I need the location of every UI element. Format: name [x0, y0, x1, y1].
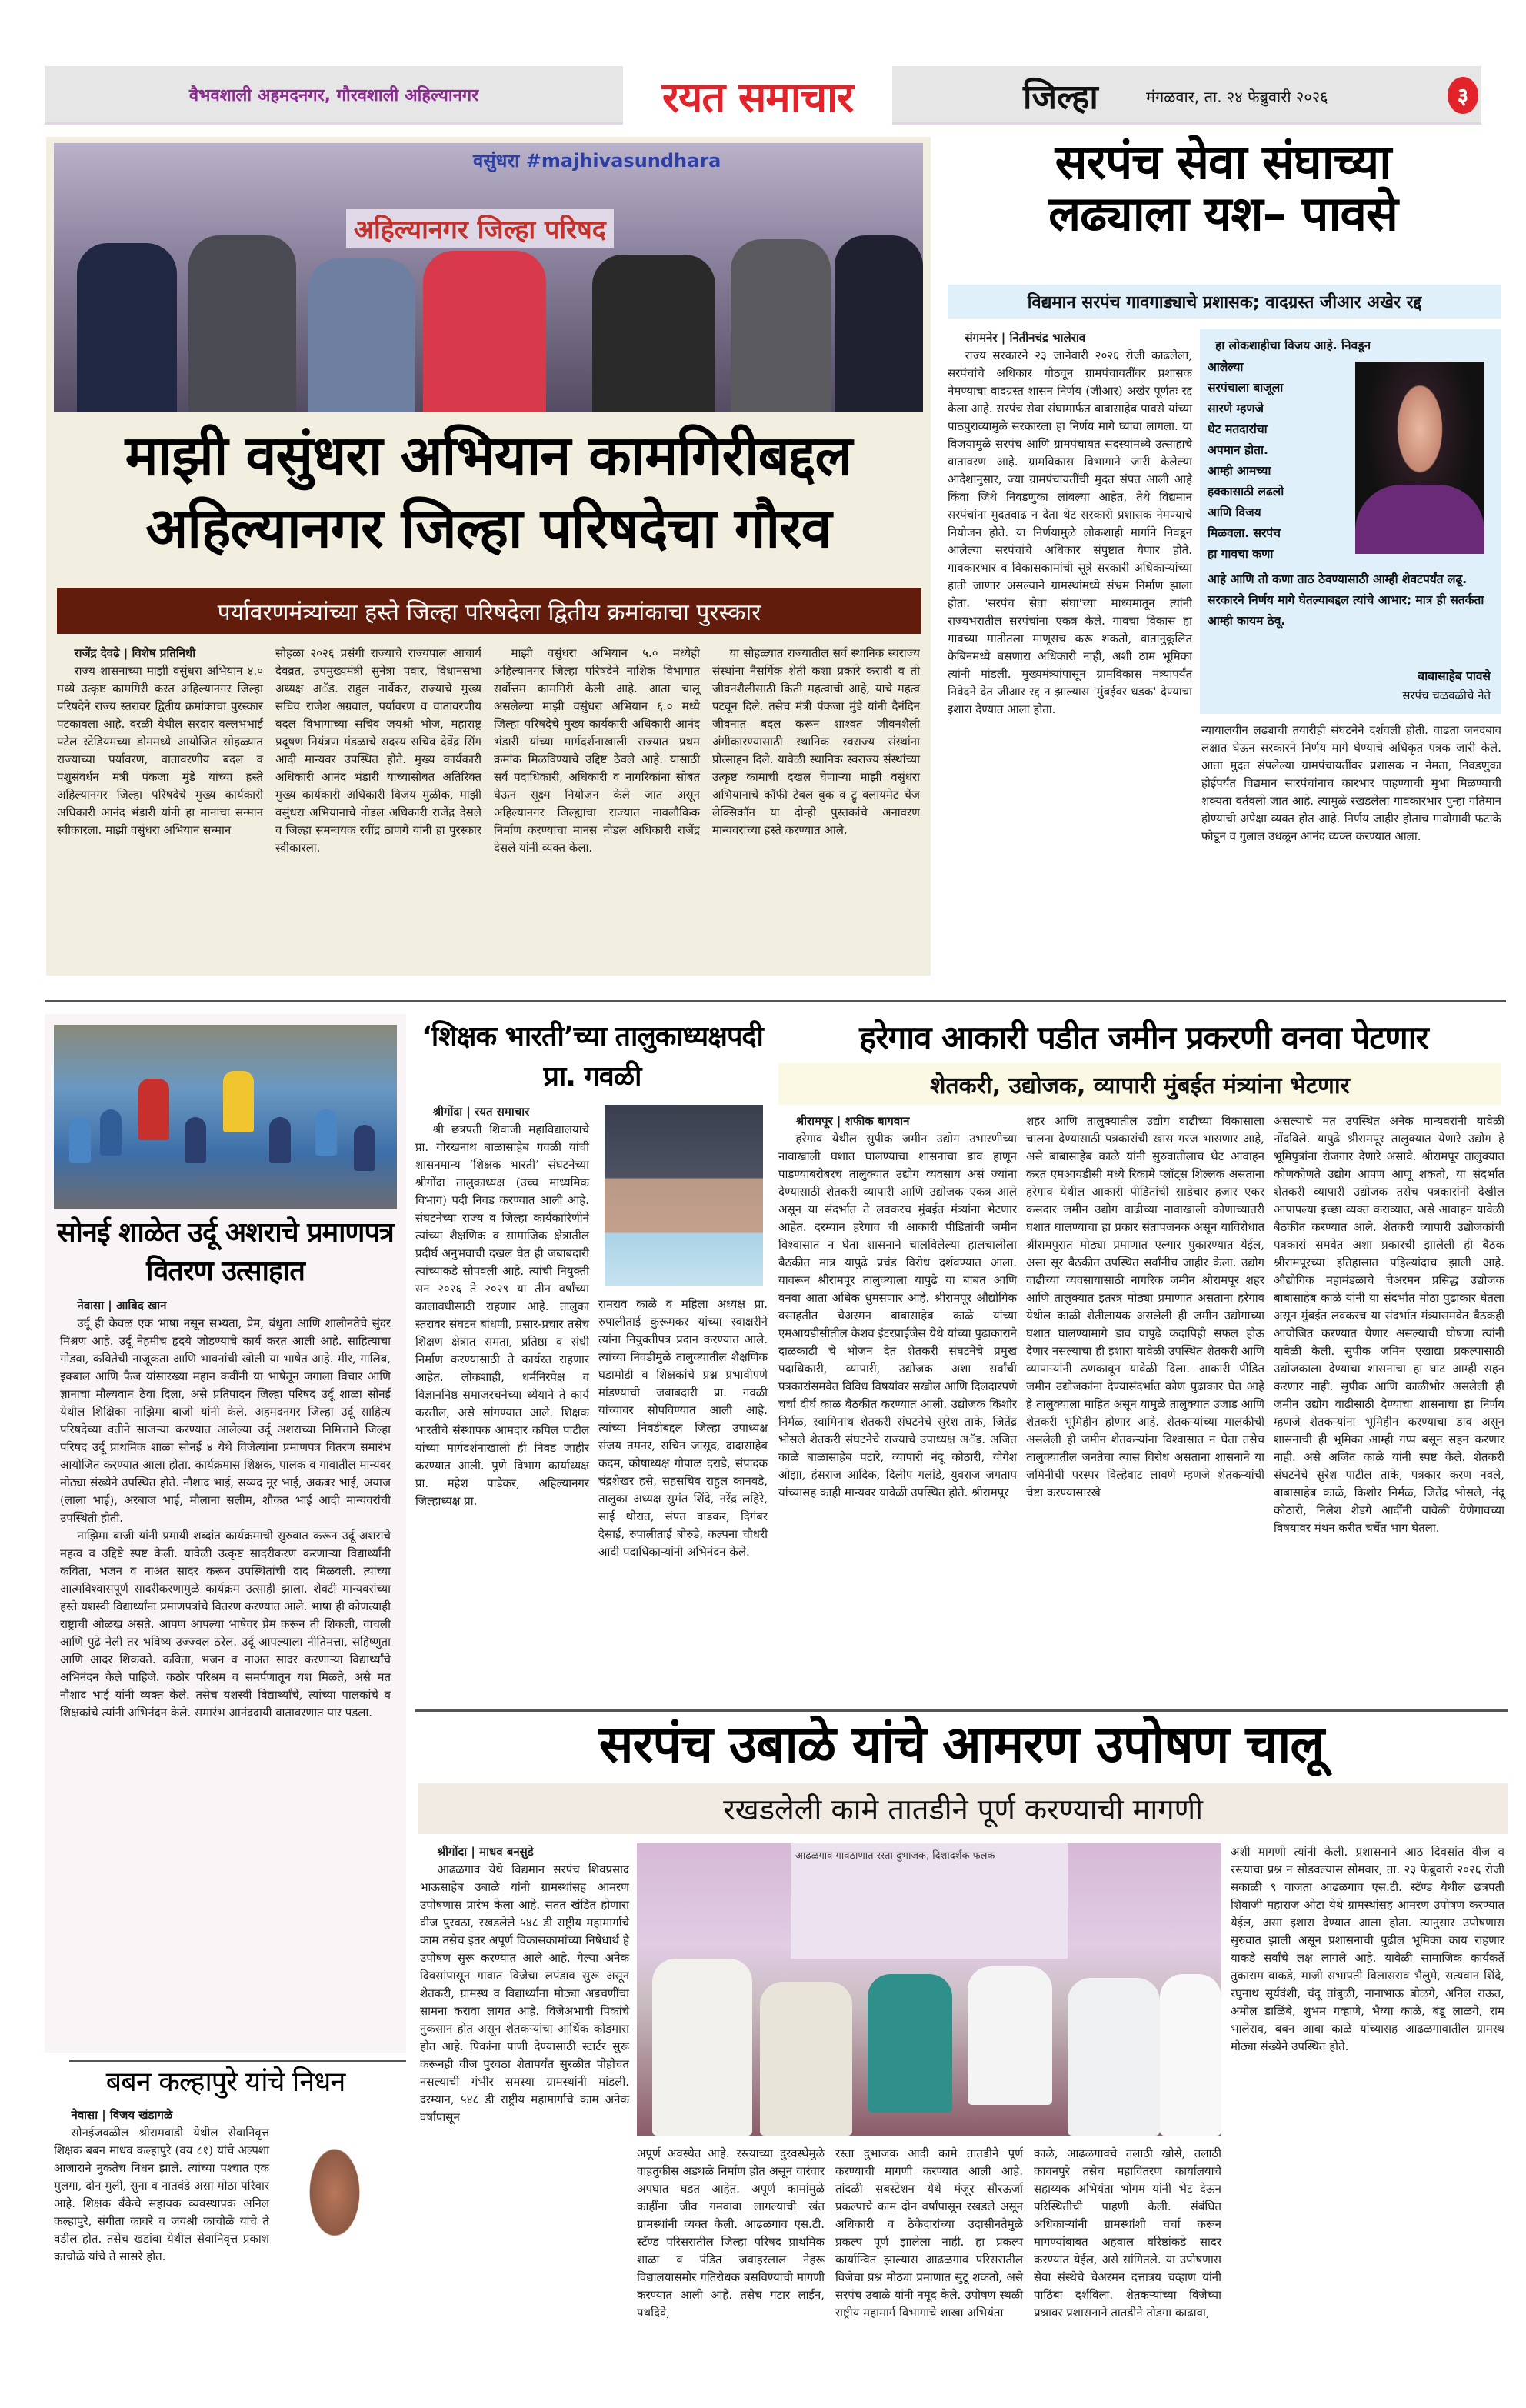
sarpanch-headline — [938, 134, 1508, 242]
award-column-2 — [275, 645, 481, 857]
award-headline-line1: माझी वसुंधरा अभियान कामगिरीबद्दल — [125, 423, 852, 488]
award-deck: पर्यावरणमंत्र्यांच्या हस्ते जिल्हा परिषदेला द्वितीय क्रमांकाचा पुरस्कार — [57, 588, 921, 634]
hunger-column-1 — [420, 1843, 629, 2126]
haregaon-headline: हरेगाव आकारी पडीत जमीन प्रकरणी वनवा पेटणार — [859, 1019, 1428, 1056]
award-column-1 — [57, 645, 263, 839]
haregaon-column-3 — [1274, 1112, 1504, 1537]
photo-person — [731, 239, 831, 412]
sarpanch-column-right — [1201, 722, 1501, 845]
teacher-body-text: रामराव काळे व महिला अध्यक्ष प्रा. रुपालीताई कुरूमकर यांच्या स्वाक्षरीने त्यांना नियुक्तीपत्र प्रदान करण्यात आले. त्यांच्या निवडीमुळे तालुक्यातील शैक्षणिक घडामोडी व शिक्षकांचे प्रश्न प्रभावीपणे मांडण्याची जबाबदारी प्रा. गवळी यांच्यावर सोपविण्यात आली आहे. त्यांच्या निवडीबद्दल जिल्हा उपाध्यक्ष संजय तमनर, सचिन जासूद, दादासाहेब कदम, कोषाध्यक्ष गोपाळ दराडे, संपादक चंद्रशेखर हसे, सहसचिव राहुल कानवडे, तालुका अध्यक्ष सुमंत शिंदे, नरेंद्र लहिरे, साई थोरात, संपत वाडकर, दिगंबर देसाई, रुपालीताई बोरुडे, कल्पना चौधरी आदी पदाधिकाऱ्यांनी अभिनंदन केले. — [598, 1297, 768, 1559]
quote-author-name: बाबासाहेब पावसे — [1418, 669, 1491, 683]
sarpanch-byline: संगमनेर | नितीनचंद्र भालेराव — [965, 331, 1086, 345]
urdu-body-text: उर्दू ही केवळ एक भाषा नसून सभ्यता, प्रेम, बंधुता आणि शालीनतेचे सुंदर मिश्रण आहे. उर्दू नेहमीच हृदये जोडण्याचे कार्य करत आली आहे. साहित्याचा गोडवा, कवितेची नाजूकता आणि भावनांची खोली या भाषेत आहे. मीर, गालिब, इक्बाल आणि फैज यांसारख्या महान कवींनी या भाषेतून जगाला विचार आणि ज्ञानाचा मौल्यवान ठेवा दिला, असे प्रतिपादन जिल्हा परिषद उर्दू शाळा सोनई येथील शिक्षिका नाझिमा बाजी यांनी केले. अहमदनगर जिल्हा उर्दू साहित्य परिषदेच्या वतीने साजऱ्या करण्यात आलेल्या उर्दू अशराच्या निमित्ताने जिल्हा परिषद उर्दू प्राथमिक शाळा सोनई ४ येथे विजेत्यांना प्रमाणपत्र वितरण समारंभ आयोजित करण्यात आला होता. कार्यक्रमास शिक्षक, पालक व गावातील मान्यवर मोठ्या संख्येने उपस्थित होते. नौशाद भाई, सय्यद नूर भाई, अकबर भाई, अयाज (लाला भाई), अरबाज भाई, मौलाना सलीम, शौकत भाई आदी मान्यवरांची उपस्थिती होती. — [60, 1316, 391, 1525]
photo-student — [138, 1079, 169, 1140]
haregaon-deck: शेतकरी, उद्योजक, व्यापारी मुंबईत मंत्र्यांना भेटणार — [778, 1063, 1501, 1105]
award-body-text: माझी वसुंधरा अभियान ५.० मध्येही अहिल्यानगर जिल्हा परिषदेने नाशिक विभागात सर्वोत्तम कामगिरी केली आहे. आता चालू असलेल्या माझी वसुंधरा अभियान ६.० मध्ये जिल्हा परिषदेचे मुख्य कार्यकारी अधिकारी आनंद भंडारी यांच्या मार्गदर्शनाखाली राज्यात प्रथम क्रमांक मिळविण्याचे उद्दिष्ट ठेवले आहे. यासाठी सर्व पदाधिकारी, अधिकारी व नागरिकांना सोबत घेऊन सूक्ष्म नियोजन केले जात असून अहिल्यानगर जिल्ह्याचा राज्यात नावलौकिक निर्माण करण्याचा मानस नोडल अधिकारी राजेंद्र देसले यांनी व्यक्त केला. — [494, 646, 700, 855]
obituary-body-text: सोनईजवळील श्रीरामवाडी येथील सेवानिवृत्त शिक्षक बबन माधव कल्हापुरे (वय ८१) यांचे अल्पशा आजाराने नुकतेच निधन झाले. त्यांच्या पश्चात एक मुलगा, दोन मुली, सुना व नातवंडे असा मोठा परिवार आहे. शिक्षक बँकेचे सहायक व्यवस्थापक अनिल कल्हापुरे, संगीता कावरे व जयश्री काचोळे यांचे ते वडील होत. तसेच खडांबा येथील सेवानिवृत्त प्रकाश काचोळे यांचे ते सासरे होत. — [54, 2126, 269, 2263]
page-number-badge: ३ — [1448, 77, 1478, 114]
story-award — [46, 137, 931, 976]
photo-person — [652, 1959, 752, 2136]
quote-line: सरपंचाला बाजूला — [1208, 381, 1284, 395]
teacher-column-2 — [598, 1296, 768, 1561]
photo-person — [77, 243, 177, 412]
section-divider — [69, 2060, 406, 2062]
newspaper-logo — [623, 66, 892, 125]
masthead — [45, 66, 1481, 125]
hunger-column-right — [1231, 1843, 1504, 2056]
photo-stage-banner: अहिल्यानगर जिल्हा परिषद — [346, 209, 614, 248]
urdu-byline: नेवासा | आबिद खान — [77, 1299, 167, 1312]
award-body-text: राज्य शासनाच्या माझी वसुंधरा अभियान ४.० मध्ये उत्कृष्ट कामगिरी करत अहिल्यानगर जिल्हा परिषदेने राज्य स्तरावर द्वितीय क्रमांकाचा पुरस्कार पटकावला आहे. वरळी येथील सरदार वल्लभभाई पटेल स्टेडियमच्या डोममध्ये आयोजित सोहळ्यात राज्याच्या पर्यावरण, वातावरणीय बदल व पशुसंवर्धन मंत्री पंकजा मुंडे यांच्या हस्ते अहिल्यानगर जिल्हा परिषदेचे मुख्य कार्यकारी अधिकारी आनंद भंडारी यांनी हा मानाचा सन्मान स्वीकारला. माझी वसुंधरा अभियान सन्मान — [57, 664, 263, 837]
award-body-text: सोहळा २०२६ प्रसंगी राज्याचे राज्यपाल आचार्य देवव्रत, उपमुख्यमंत्री सुनेत्रा पवार, विधानसभा अध्यक्ष अॅड. राहुल नार्वेकर, राज्याचे मुख्य सचिव राजेश अग्रवाल, पर्यावरण व वातावरणीय बदल विभागाच्या सचिव जयश्री भोज, महाराष्ट्र प्रदूषण नियंत्रण मंडळाचे सदस्य सचिव देवेंद्र सिंग आदी मान्यवर उपस्थित होते. मुख्य कार्यकारी अधिकारी आनंद भंडारी यांच्यासोबत अतिरिक्त मुख्य कार्यकारी अधिकारी विजय मुळीक, माझी वसुंधरा अभियानाचे नोडल अधिकारी राजेंद्र देसले व जिल्हा समन्वयक रवींद्र ठाणगे यांनी हा पुरस्कार स्वीकारला. — [275, 646, 481, 855]
quote-line: आलेल्या — [1208, 360, 1244, 374]
photo-person — [968, 1966, 1052, 2105]
photo-person — [188, 235, 296, 412]
award-ceremony-photo — [54, 143, 923, 412]
quote-lead: हा लोकशाहीचा विजय आहे. निवडून — [1215, 339, 1371, 352]
obituary-headline: बबन कल्हापुरे यांचे निधन — [105, 2066, 345, 2098]
photo-student — [269, 1117, 291, 1163]
quote-line: मिळवला. सरपंच — [1208, 526, 1281, 540]
award-byline: राजेंद्र देवढे | विशेष प्रतिनिधी — [74, 646, 196, 660]
teacher-body-text: श्री छत्रपती शिवाजी महाविद्यालयाचे प्रा. गोरखनाथ बाळासाहेब गवळी यांची शासनमान्य ‘शिक्षक भारती’ संघटनेच्या श्रीगोंदा तालुकाध्यक्ष (उच्च माध्यमिक विभाग) पदी निवड करण्यात आली आहे. संघटनेच्या राज्य व जिल्हा कार्यकारिणीने त्यांच्या शैक्षणिक व सामाजिक क्षेत्रातील प्रदीर्घ अनुभवाची दखल घेत ही जबाबदारी त्यांच्याकडे सोपवली आहे. त्यांची नियुक्ती सन २०२६ ते २०२९ या तीन वर्षांच्या कालावधीसाठी राहणार आहे. तालुका स्तरावर संघटन बांधणी, प्रसार-प्रचार तसेच शिक्षण क्षेत्रात समता, प्रतिष्ठा व संधी निर्माण करण्यासाठी ते कार्यरत राहणार आहेत. लोकशाही, धर्मनिरपेक्ष व विज्ञाननिष्ठ समाजरचनेच्या ध्येयाने ते कार्य करतील, असे सांगण्यात आले. शिक्षक भारतीचे संस्थापक आमदार कपिल पाटील यांच्या मार्गदर्शनाखाली ही निवड जाहीर करण्यात आली. पुणे विभाग कार्याध्यक्ष प्रा. महेश पाडेकर, अहिल्यानगर जिल्हाध्यक्ष प्रा. — [415, 1122, 589, 1508]
sarpanch-headline-line1: सरपंच सेवा संघाच्या — [1055, 134, 1391, 190]
award-headline-line2: अहिल्यानगर जिल्हा परिषदेचा गौरव — [145, 495, 831, 560]
issue-date: मंगळवार, ता. २४ फेब्रुवारी २०२६ — [1146, 88, 1328, 106]
photo-student — [185, 1117, 206, 1163]
teacher-byline: श्रीगोंदा | रयत समाचार — [432, 1105, 530, 1119]
award-body-text: या सोहळ्यात राज्यातील सर्व स्थानिक स्वराज्य संस्थांना नैसर्गिक शेती कशा प्रकारे करावी व ती जीवनशैलीसाठी किती महत्वाची आहे, याचे महत्व पटवून दिले. तसेच मंत्री पंकजा मुंडे यांनी दैनंदिन जीवनात बदल करून शाश्वत जीवनशैली अंगीकारण्यासाठी स्थानिक स्वराज्य संस्थांना प्रोत्साहन दिले. यावेळी स्थानिक स्वराज्य संस्थांच्या उत्कृष्ट कामाची दखल घेणाऱ्या माझी वसुंधरा अभियानाचे कॉफी टेबल बुक व ट्रू क्लायमेट चेंज लेक्सिकॉन या दोन्ही पुस्तकांचे अनावरण मान्यवरांच्या हस्ते करण्यात आले. — [712, 646, 920, 837]
photo-student — [69, 1117, 91, 1163]
quote-line: आम्ही आमच्या — [1208, 464, 1271, 478]
obituary-byline: नेवासा | विजय खंडागळे — [71, 2108, 173, 2122]
hunger-strike-deck: रखडलेली कामे तातडीने पूर्ण करण्याची मागणी — [418, 1783, 1508, 1834]
photo-student — [223, 1071, 254, 1132]
award-column-4 — [712, 645, 920, 839]
photo-person — [868, 1974, 952, 2113]
hunger-strike-headline: सरपंच उबाळे यांचे आमरण उपोषण चालू — [598, 1715, 1324, 1774]
sarpanch-headline-line2: लढ्याला यश– पावसे — [1048, 185, 1398, 242]
photo-student — [100, 1109, 122, 1156]
sarpanch-body-text: न्यायालयीन लढ्याची तयारीही संघटनेने दर्शवली होती. वाढता जनदबाव लक्षात घेऊन सरकारने निर्णय मागे घेण्याचे अधिकृत पत्रक जारी केले. आता मुदत संपलेल्या ग्रामपंचायतींवर प्रशासक न नेमता, निवडणुका होईपर्यंत विद्यमान सारपंचांनाच कारभार पाहण्याची मुभा मिळण्याची शक्यता वर्तवली जात आहे. त्यामुळे रखडलेला गावकारभार पुन्हा गतिमान होण्याची अपेक्षा व्यक्त होत आहे. निर्णय जाहीर होताच गावोगावी फटाके फोडून व गुलाल उधळून आनंद व्यक्त करण्यात आला. — [1201, 723, 1501, 843]
students-certificate-photo — [54, 1025, 397, 1209]
protest-banner: आढळगाव गावठाणात रस्ता दुभाजक, दिशादर्शक फलक — [791, 1843, 1068, 1959]
hunger-body-text: आढळगाव येथे विद्यमान सरपंच शिवप्रसाद भाऊसाहेब उबाळे यांनी ग्रामस्थांसह आमरण उपोषणास प्रारंभ केला आहे. सतत खंडित होणारा वीज पुरवठा, रखडलेले ५४८ डी राष्ट्रीय महामार्गाचे काम तसेच इतर अपूर्ण विकासकामांच्या निषेधार्थ हे उपोषण सुरू करण्यात आले आहे. गेल्या अनेक दिवसांपासून गावात विजेचा लपंडाव सुरू असून शेतकरी, ग्रामस्थ व विद्यार्थ्यांना मोठ्या अडचणींचा सामना करावा लागत आहे. विजेअभावी पिकांचे नुकसान होत असून शेतकऱ्यांचा आर्थिक कोंडमारा होत आहे. पिकांना पाणी देण्यासाठी स्टार्टर सुरू करूनही वीज पुरवठा शेतापर्यंत सुरळीत पोहोचत नसल्याची गंभीर समस्या ग्रामस्थांनी मांडली. दरम्यान, ५४८ डी राष्ट्रीय महामार्गाचे काम अनेक वर्षांपासून — [420, 1863, 629, 2124]
haregaon-body-text: शहर आणि तालुक्यातील उद्योग वाढीच्या विकासाला चालना देण्यासाठी पत्रकारांची खास गरज भासणार आहे, असे बाबासाहेब काळे यांनी सुरुवातीलाच थेट आवाहन करत एमआयडीसी मध्ये रिकामे प्लॉट्स शिल्लक असताना हरेगाव येथील आकारी पीडितांची साडेचार हजार एकर कसदार जमीन उद्योग वाढीच्या नावाखाली कोणाच्यातरी घशात घालण्याचा हा प्रकार संतापजनक असून याविरोधात श्रीरामपुरात मोठ्या प्रमाणात एल्गार पुकारण्यात येईल, असा सूर बैठकीत उपस्थित सर्वांनीच जाहीर केला. उद्योग वाढीच्या व्यवसायासाठी नागरिक जमीन श्रीरामपूर शहर आणि तालुक्यात इतरत्र मोठ्या प्रमाणात असताना हरेगाव येथील काळी शेतीलायक असलेली ही जमीन उद्योगाच्या घशात घालण्यामागे डाव यापुढे कदापिही सफल होऊ देणार नसल्याचा ही इशारा यावेळी उपस्थित शेतकरी आणि व्यापाऱ्यांनी ठणकावून यावेळी दिला. आकारी पीडित जमीन उद्योजकांना देण्यासंदर्भात कोण पुढाकार घेत आहे हे तालुक्याला माहित असून यामुळे तालुक्यात उजाड आणि शेतकरी भूमिहीन होणार आहे. शेतकऱ्यांच्या मालकीची असलेली ही जमीन शेतकऱ्यांना विश्वासात न घेता तसेच तालुक्यातील जनतेचा त्यास विरोध असताना शासनाने या जमिनीची परस्पर विल्हेवाट लावणे म्हणजे शेतकऱ्यांची चेष्टा करण्यासारखे — [1026, 1114, 1264, 1499]
masthead-tagline-panel — [45, 66, 623, 125]
quote-line: हक्कासाठी लढलो — [1208, 485, 1284, 499]
hunger-body-text: अशी मागणी त्यांनी केली. प्रशासनाने आठ दिवसांत वीज व रस्त्याचा प्रश्न न सोडवल्यास सोमवार, ता. २३ फेब्रुवारी २०२६ रोजी सकाळी ९ वाजता आढळगाव एस.टी. स्टॅण्ड येथील छत्रपती शिवाजी महाराज ओटा येथे ग्रामस्थांसह आमरण उपोषण करण्यात येईल, असा इशारा देण्यात आला होता. त्यानुसार उपोषणास सुरुवात झाली असून प्रशासनाची पुढील भूमिका काय राहणार याकडे सर्वांचे लक्ष लागले आहे. यावेळी सामाजिक कार्यकर्ते तुकाराम वाकडे, माजी सभापती विलासराव भैलुमे, सत्यवान शिंदे, रघुनाथ सूर्यवंशी, चंदू तांबुळी, नानाभाऊ बोळगे, अनिल राऊत, अमोल डाळिंबे, शुभम गव्हाणे, भैय्या काळे, बंडू लाळगे, राम भालेराव, बबन आबा काळे यांच्यासह आढळगावातील ग्रामस्थ मोठ्या संख्येने उपस्थित होते. — [1231, 1845, 1504, 2053]
urdu-headline: सोनई शाळेत उर्दू अशराचे प्रमाणपत्र वितरण उत्साहात — [57, 1217, 394, 1287]
photo-person — [1160, 1974, 1221, 2136]
photo-person — [1068, 1978, 1160, 2136]
urdu-body — [60, 1297, 391, 1722]
photo-student — [315, 1109, 337, 1156]
portrait-shirt — [1355, 485, 1484, 554]
quote-author-title: सरपंच चळवळीचे नेते — [1402, 689, 1491, 702]
quote-line: आणि विजय — [1208, 505, 1261, 519]
sarpanch-column-left — [948, 329, 1192, 719]
masthead-tagline: वैभवशाली अहमदनगर, गौरवशाली अहिल्यानगर — [188, 85, 479, 105]
quote-line: हा गावचा कणा — [1208, 547, 1274, 561]
quote-tail: आहे आणि तो कणा ताठ ठेवण्यासाठी आम्ही शेवटपर्यंत लढू. सरकारने निर्णय मागे घेतल्याबद्दल त्यांचे आभार; मात्र ही सतर्कता आम्ही कायम ठेवू. — [1208, 572, 1484, 628]
newspaper-logo-text: रयत समाचार — [661, 72, 854, 122]
haregaon-byline: श्रीरामपूर | शफीक बागवान — [795, 1114, 910, 1128]
teacher-column-1 — [415, 1103, 589, 1510]
masthead-info-panel — [892, 66, 1481, 125]
portrait-prof-gavali — [605, 1105, 763, 1286]
haregaon-column-2 — [1026, 1112, 1264, 1502]
hunger-strike-photo — [637, 1843, 1221, 2136]
haregaon-body-text: असल्याचे मत उपस्थित अनेक मान्यवरांनी यावेळी नोंदविले. यापुढे श्रीरामपूर तालुक्यात येणारे उद्योग हे भूमिपुत्रांना रोजगार देणारे असावे. श्रीरामपूर तालुक्यात कोणकोणते उद्योग आपण आणू शकतो, या संदर्भात शेतकरी व्यापारी उद्योजक तसेच पत्रकारांनी देखील आपापल्या इच्छा व्यक्त कराव्यात, असे आवाहन यावेळी बैठकीत करण्यात आले. शेतकरी व्यापारी उद्योजकांची पत्रकारां समवेत अशा प्रकारची झालेली ही बैठक श्रीरामपूरच्या इतिहासात पहिल्यांदाच झाली आहे. औद्योगिक महामंडळाचे चेअरमन प्रसिद्ध उद्योजक बाबासाहेब काळे यांनी या संदर्भात मोठा पुढाकार घेतला असून मुंबईत लवकरच या संदर्भात मंत्र्यासमवेत बैठकही आयोजित करण्यात येणार असल्याची घोषणा त्यांनी यावेळी केली. सुपीक जमिन एखाद्या प्रकल्पासाठी उद्योजकाला देण्याचा शासनाचा हा घाट आम्ही सहन करणार नाही. सुपीक आणि काळीभोर असलेली ही जमीन उद्योग वाढीसाठी देण्याचा शासनाचा हा निर्णय म्हणजे शेतकऱ्यांना भूमिहीन करण्याचा डाव असून शासनाची ही भूमिका आम्ही गप्प बसून सहन करणार नाही. असे अजित काळे यांनी स्पष्ट केले. शेतकरी संघटनेचे सुरेश पाटील ताके, पत्रकार करण नवले, बाबासाहेब काळे, किशोर निर्मळ, जितेंद्र भोसले, नंदू कोठारी, निलेश शेडगे आदींनी यावेळी येणेगावच्या विषयावर मंथन करीत चर्चेत भाग घेतला. — [1274, 1114, 1504, 1535]
portrait-baban-kalhapure — [277, 2131, 392, 2293]
section-divider — [415, 1709, 1508, 1712]
photo-person — [592, 255, 715, 412]
quote-line: थेट मतदारांचा — [1208, 422, 1268, 436]
haregaon-column-1 — [778, 1112, 1017, 1502]
award-column-3 — [494, 645, 700, 857]
section-name: जिल्हा — [1023, 78, 1098, 117]
hunger-byline: श्रीगोंदा | माधव बनसुडे — [437, 1845, 534, 1859]
hunger-body-text: काळे, आढळगावचे तलाठी खोसे, तलाठी कावनपुरे तसेच महावितरण कार्यालयाचे सहाय्यक अभियंता भोगम यांनी भेट देऊन परिस्थितीची पाहणी केली. संबंधित अधिकाऱ्यांनी ग्रामस्थांशी चर्चा करून मागण्यांबाबत अहवाल वरिष्ठांकडे सादर करण्यात येईल, असे सांगितले. या उपोषणास सेवा संस्थेचे चेअरमन दत्तात्रय चव्हाण यांनी पाठिंबा दर्शविला. शेतकऱ्यांच्या विजेच्या प्रश्नावर प्रशासनाने तातडीने तोडगा काढावा, — [1034, 2146, 1221, 2320]
story-urdu — [45, 1014, 406, 2053]
photo-student — [354, 1125, 375, 1171]
photo-person — [308, 258, 415, 412]
hunger-body-text: रस्ता दुभाजक आदी कामे तातडीने पूर्ण करण्याची मागणी करण्यात आली आहे. तांदळी सबस्टेशन येथे मंजूर सौरऊर्जा प्रकल्पाचे काम दोन वर्षांपासून रखडले असून अधिकारी व ठेकेदारांच्या उदासीनतेमुळे प्रकल्प पूर्ण झालेला नाही. हा प्रकल्प कार्यान्वित झाल्यास आढळगाव परिसरातील विजेचा प्रश्न मोठ्या प्रमाणात सुटू शकतो, असे सरपंच उबाळे यांनी नमूद केले. उपोषण स्थळी राष्ट्रीय महामार्ग विभागाचे शाखा अभियंता — [835, 2146, 1023, 2320]
portrait-babasaheb-pavse — [1355, 362, 1484, 554]
quote-lines — [1208, 357, 1354, 565]
hunger-body-text: अपूर्ण अवस्थेत आहे. रस्त्याच्या दुरवस्थेमुळे वाहतुकीस अडथळे निर्माण होत असून वारंवार अपघात घडत आहेत. अपूर्ण कामांमुळे काहींना जीव गमवावा लागल्याची खंत ग्रामस्थांनी व्यक्त केली. आढळगाव एस.टी. स्टॅण्ड परिसरातील जिल्हा परिषद प्राथमिक शाळा व पंडित जवाहरलाल नेहरू विद्यालयासमोर गतिरोधक बसविण्याची मागणी करण्यात आली आहे. तसेच गटार लाईन, पथदिवे, — [637, 2146, 825, 2320]
quote-line: सारणे म्हणजे — [1208, 402, 1264, 415]
quote-line: अपमान होता. — [1208, 443, 1268, 457]
sarpanch-body-text: राज्य सरकारने २३ जानेवारी २०२६ रोजी काढलेला, सरपंचांचे अधिकार गोठवून ग्रामपंचायतींवर प्रशासक नेमण्याचा वादग्रस्त शासन निर्णय (जीआर) अखेर पूर्णतः रद्द केला आहे. सरपंच सेवा संघामार्फत बाबासाहेब पावसे यांच्या पाठपुराव्यामुळे सरकारला हा निर्णय मागे घ्यावा लागला. या विजयामुळे सरपंच आणि ग्रामपंचायत सदस्यांमध्ये उत्साहाचे वातावरण आहे. ग्रामविकास विभागाने जारी केलेल्या आदेशानुसार, ज्या ग्रामपंचायतींची मुदत संपत आली आहे किंवा जिथे निवडणुका लांबल्या आहेत, तेथे विद्यमान सरपंचांना मुदतवाढ न देता थेट सरकारी प्रशासक नेमण्याचे नियोजन होते. या निर्णयामुळे लोकशाही मार्गाने निवडून आलेल्या सरपंचांचे अधिकार संपुष्टात येणार होते. गावकारभार व विकासकामांची सूत्रे सरकारी अधिकाऱ्यांच्या हाती जाणार असल्याने ग्रामस्थांमध्ये संभ्रम निर्माण झाला होता. 'सरपंच सेवा संघा'च्या माध्यमातून त्यांनी राज्यभरातील सरपंचांना एकत्र केले. गावचा विकास हा गावच्या मातीतला माणूसच करू शकतो, वातानुकूलित केबिनमध्ये बसणारा अधिकारी नाही, अशी ठाम भूमिका त्यांनी मांडली. मुख्यमंत्र्यांपासून ग्रामविकास मंत्र्यांपर्यंत निवेदने देत जीआर रद्द न झाल्यास 'मुंबईवर धडक' देण्याचा इशारा देण्यात आला होता. — [948, 349, 1192, 716]
photo-person — [423, 251, 546, 412]
teacher-headline: ‘शिक्षक भारती’च्या तालुकाध्यक्षपदी प्रा. गवळी — [421, 1021, 763, 1092]
photo-person — [760, 1982, 852, 2136]
urdu-body-text: नाझिमा बाजी यांनी प्रमायी शब्दांत कार्यक्रमाची सुरुवात करून उर्दू अशराचे महत्व व उद्दिष्टे स्पष्ट केली. यावेळी उत्कृष्ट सादरीकरण करणाऱ्या विद्यार्थ्यांनी कविता, भजन व नाअत सादर करून उपस्थितांची दाद मिळवली. त्यांच्या आत्मविश्वासपूर्ण सादरीकरणामुळे कार्यक्रम उत्साही झाला. शेवटी मान्यवरांच्या हस्ते यशस्वी विद्यार्थ्यांना प्रमाणपत्रांचे वितरण करण्यात आले. भाषा ही कोणत्याही राष्ट्राची ओळख असते. आपण आपल्या भाषेवर प्रेम करून ती शिकली, वाचली आणि पुढे नेली तर भविष्य उज्ज्वल ठरेल. उर्दू आपल्याला नीतिमत्ता, सहिष्णुता आणि आदर शिकवते. कविता, भजन व नाअत सादर करणाऱ्या विद्यार्थ्यांचे अभिनंदन केले पाहिजे. कठोर परिश्रम व समर्पणातून यश मिळते, असे मत नौशाद भाई यांनी व्यक्त केले. तसेच यशस्वी विद्यार्थ्यांचे, त्यांच्या पालकांचे व शिक्षकांचे त्यांनी अभिनंदन केले. समारंभ आनंददायी वातावरणात पार पडला. — [60, 1529, 391, 1719]
haregaon-body-text: हरेगाव येथील सुपीक जमीन उद्योग उभारणीच्या नावाखाली घशात घालण्याचा शासनाचा डाव हाणून पाडण्याबरोबरच तालुक्यात उद्योग व्यवसाय असं ज्यांना देण्यासाठी शेतकरी व्यापारी आणि उद्योजक एकत्र आले असून या संदर्भात ते लवकरच मुंबईत मंत्र्यांना भेटणार आहेत. दरम्यान हरेगाव ची आकारी पीडितांची जमीन विश्वासात न घेता शासनाने चालविलेल्या हालचालीला बैठकीत मात्र यापुढे प्रचंड विरोध दर्शवण्यात आला. यावरून श्रीरामपूर तालुक्याला यापुढे या बाबत आणि वनवा आता अधिक धुमसणार आहे. श्रीरामपूर औद्योगिक वसाहतीत चेअरमन बाबासाहेब काळे यांच्या एमआयडीसीतील केशव इंटरप्राईजेस येथे यांच्या पुढाकाराने दाळकाढी चे भोजन देत शेतकरी संघटनेचे प्रमुख पदाधिकारी, व्यापारी, उद्योजक अशा सर्वांची पत्रकारांसमवेत विविध विषयांवर सखोल आणि दिलदारपणे चर्चा दीर्घ काळ बैठकीत करण्यात आली. उद्योजक किशोर निर्मळ, स्वामिनाथ शेतकरी संघटनेचे सुरेश ताके, जितेंद्र भोसले शेतकरी संघटनेचे राज्याचे उपाध्यक्ष अॅड. अजित काळे बाळासाहेब पटारे, व्यापारी नंदू कोठारी, योगेश ओझा, हंसराज आदिक, दिलीप गलांडे, युवराज जगताप यांच्यासह काही मान्यवर यावेळी उपस्थित होते. श्रीरामपूर — [778, 1132, 1017, 1499]
photo-campaign-tag: वसुंधरा #majhivasundhara — [473, 150, 721, 172]
section-divider — [45, 1000, 1506, 1002]
hunger-columns-under-photo — [637, 2145, 1221, 2322]
photo-person — [835, 235, 923, 412]
sarpanch-deck: विद्यमान सरपंच गावगाड्याचे प्रशासक; वादग्रस्त जीआर अखेर रद्द — [948, 285, 1501, 319]
